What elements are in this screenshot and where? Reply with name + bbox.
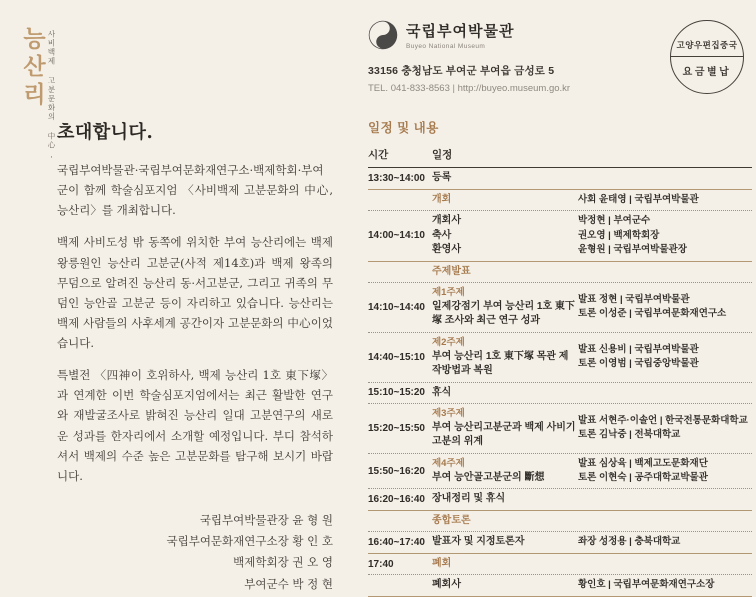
schedule-time: 14:40~15:10 bbox=[368, 351, 425, 363]
schedule-item-cell bbox=[432, 336, 578, 379]
schedule-row bbox=[368, 532, 752, 554]
postmark-stamp bbox=[670, 20, 744, 94]
schedule-speaker-line: 발표 신용비 | 국립부여박물관 bbox=[578, 343, 699, 355]
schedule-item: 장내정리 및 휴식 bbox=[432, 493, 506, 505]
schedule-item: 휴식 bbox=[432, 386, 452, 398]
schedule-row bbox=[368, 333, 752, 383]
schedule-row bbox=[368, 404, 752, 454]
schedule-row bbox=[368, 575, 752, 597]
signature-block bbox=[57, 510, 333, 595]
schedule-header-time: 시간 bbox=[368, 149, 389, 161]
schedule-speaker-cell bbox=[578, 457, 752, 486]
postmark-postage-paid: 요금별납 bbox=[671, 56, 743, 93]
schedule-speaker-line: 사회 윤태영 | 국립부여박물관 bbox=[578, 193, 699, 205]
schedule-item: 환영사 bbox=[432, 244, 461, 255]
signature-line: 국립부여박물관장 윤 형 원 bbox=[199, 512, 333, 527]
schedule-item-cell bbox=[432, 386, 578, 401]
schedule-speaker-line: 좌장 성정용 | 충북대학교 bbox=[578, 536, 681, 548]
museum-name: 국립부여박물관 bbox=[406, 23, 515, 40]
schedule-item-cell bbox=[432, 193, 578, 208]
schedule-item-cell bbox=[432, 457, 578, 485]
schedule-section-label: 개회 bbox=[432, 193, 452, 205]
schedule-speaker-cell bbox=[578, 343, 752, 372]
invitation-heading: 초대합니다. bbox=[57, 122, 154, 143]
museum-contact: TEL. 041-833-8563 | http://buyeo.museum.go.kr bbox=[368, 83, 571, 94]
schedule-topic-label: 제3주제 bbox=[432, 408, 465, 420]
schedule-item: 등록 bbox=[432, 172, 452, 183]
schedule-time: 14:10~14:40 bbox=[368, 301, 425, 313]
schedule-section-label: 폐회 bbox=[432, 557, 452, 569]
schedule-row bbox=[368, 262, 752, 284]
schedule-item-cell bbox=[432, 171, 578, 186]
schedule-item: 부여 능산리 1호 東下塚 목관 제작방법과 복원 bbox=[432, 350, 569, 377]
schedule-topic-label: 제2주제 bbox=[432, 336, 465, 348]
schedule-time: 14:00~14:10 bbox=[368, 230, 425, 242]
schedule-row bbox=[368, 454, 752, 490]
museum-logo bbox=[368, 20, 668, 50]
schedule-row bbox=[368, 511, 752, 533]
schedule-speaker-cell bbox=[578, 214, 752, 257]
vertical-title: 능산리 bbox=[19, 26, 46, 110]
schedule-speaker-line: 토론 김낙중 | 전북대학교 bbox=[578, 429, 681, 441]
schedule-row bbox=[368, 168, 752, 190]
schedule-item: 축사 bbox=[432, 229, 452, 241]
schedule-speaker-line: 황인호 | 국립부여문화재연구소장 bbox=[578, 579, 715, 591]
invitation-paragraph: 특별전 〈四神이 호위하사, 백제 능산리 1호 東下塚〉과 연계한 이번 학술심포지엄에서는 최근 활발한 연구와 재발굴조사로 밝혀진 능산리 일대 고분연구의 새로운 성과를 한자리에서 소개할 예정입니다. 부디 참석하셔서 백제의 수준 높은 고분문화를 탐구해 보시기 바랍니다. bbox=[57, 368, 333, 483]
schedule-speaker-line: 토론 이영범 | 국립중앙박물관 bbox=[578, 358, 699, 370]
schedule-title: 일정 및 내용 bbox=[368, 121, 439, 135]
schedule-item-cell bbox=[432, 265, 578, 280]
schedule-item-cell bbox=[432, 557, 578, 572]
schedule-speaker-line: 윤형원 | 국립부여박물관장 bbox=[578, 243, 687, 255]
schedule-time: 17:40 bbox=[368, 558, 394, 570]
schedule-speaker-line: 발표 서현주·이솔언 | 한국전통문화대학교 bbox=[578, 415, 748, 427]
schedule-item-cell bbox=[432, 214, 578, 258]
schedule-time: 15:50~16:20 bbox=[368, 465, 425, 477]
schedule-topic-label: 제4주제 bbox=[432, 457, 465, 469]
schedule-section-label: 주제발표 bbox=[432, 265, 471, 277]
schedule-speaker-cell bbox=[578, 293, 752, 322]
schedule-speaker-line: 권오영 | 백제학회장 bbox=[578, 229, 660, 241]
schedule-row bbox=[368, 554, 752, 576]
schedule-header-row bbox=[368, 145, 752, 168]
invitation-panel bbox=[57, 118, 333, 595]
signature-line: 부여군수 박 정 현 bbox=[244, 576, 333, 591]
schedule-row bbox=[368, 489, 752, 511]
schedule-item: 부여 능산리고분군과 백제 사비기 고분의 위계 bbox=[432, 421, 576, 448]
schedule-time: 13:30~14:00 bbox=[368, 172, 425, 184]
schedule-item-cell bbox=[432, 407, 578, 450]
schedule-time: 15:10~15:20 bbox=[368, 387, 425, 399]
taegeuk-circle-icon bbox=[368, 20, 398, 50]
schedule-row bbox=[368, 283, 752, 333]
schedule-table-body bbox=[368, 168, 752, 597]
invitation-paragraph: 백제 사비도성 밖 동쪽에 위치한 부여 능산리에는 백제 왕릉원인 능산리 고분군(사적 제14호)과 백제 왕족의 무덤으로 알려진 능산리 동·서고분군, 그리고 귀족의 무덤인 능안골 고분군 등이 자리하고 있습니다. 능산리는 백제 사람들의 사후세계 공간이자 고분문화의 中心이었습니다. bbox=[57, 235, 333, 350]
schedule-item: 개회사 bbox=[432, 215, 461, 226]
schedule-row bbox=[368, 190, 752, 212]
schedule-speaker-line: 발표 심상육 | 백제고도문화재단 bbox=[578, 457, 708, 469]
schedule-header-item: 일정 bbox=[432, 149, 453, 161]
invitation-paragraphs bbox=[57, 160, 333, 486]
schedule-speaker-line: 토론 이성준 | 국립부여문화재연구소 bbox=[578, 308, 727, 320]
invitation-paragraph: 국립부여박물관·국립부여문화재연구소·백제학회·부여군이 함께 학술심포지엄 〈사비백제 고분문화의 中心, 능산리〉를 개최합니다. bbox=[57, 163, 333, 218]
schedule-speaker-cell bbox=[578, 193, 752, 207]
schedule-panel bbox=[368, 118, 752, 597]
schedule-item-cell bbox=[432, 514, 578, 529]
schedule-speaker-line: 발표 정현 | 국립부여박물관 bbox=[578, 294, 690, 306]
schedule-speaker-cell bbox=[578, 414, 752, 443]
museum-header bbox=[368, 20, 668, 94]
schedule-topic-label: 제1주제 bbox=[432, 287, 465, 298]
schedule-item: 폐회사 bbox=[432, 579, 461, 591]
schedule-time: 16:40~17:40 bbox=[368, 537, 425, 549]
schedule-item-cell bbox=[432, 492, 578, 507]
signature-line: 국립부여문화재연구소장 황 인 호 bbox=[166, 534, 333, 549]
schedule-row bbox=[368, 211, 752, 262]
postmark-office: 고양우편집중국 bbox=[676, 40, 738, 50]
schedule-item-cell bbox=[432, 286, 578, 329]
schedule-item: 발표자 및 지정토론자 bbox=[432, 536, 525, 548]
schedule-item: 일제강점기 부여 능산리 1호 東下塚 조사와 최근 연구 성과 bbox=[432, 300, 575, 327]
schedule-row bbox=[368, 383, 752, 405]
schedule-speaker-cell bbox=[578, 578, 752, 592]
schedule-item-cell bbox=[432, 578, 578, 593]
schedule-speaker-line: 박정현 | 부여군수 bbox=[578, 215, 651, 227]
signature-line: 백제학회장 권 오 영 bbox=[233, 555, 333, 570]
schedule-item: 부여 능안골고분군의 斷想 bbox=[432, 471, 545, 483]
vertical-subtitle: 사비백제 고분문화의 中心, bbox=[47, 30, 56, 161]
schedule-time: 16:20~16:40 bbox=[368, 494, 425, 506]
museum-name-en: Buyeo National Museum bbox=[406, 43, 486, 50]
schedule-section-label: 종합토론 bbox=[432, 514, 471, 526]
schedule-time: 15:20~15:50 bbox=[368, 422, 425, 434]
schedule-speaker-line: 토론 이현숙 | 공주대학교박물관 bbox=[578, 472, 708, 484]
museum-address: 33156 충청남도 부여군 부여읍 금성로 5 bbox=[368, 65, 555, 77]
